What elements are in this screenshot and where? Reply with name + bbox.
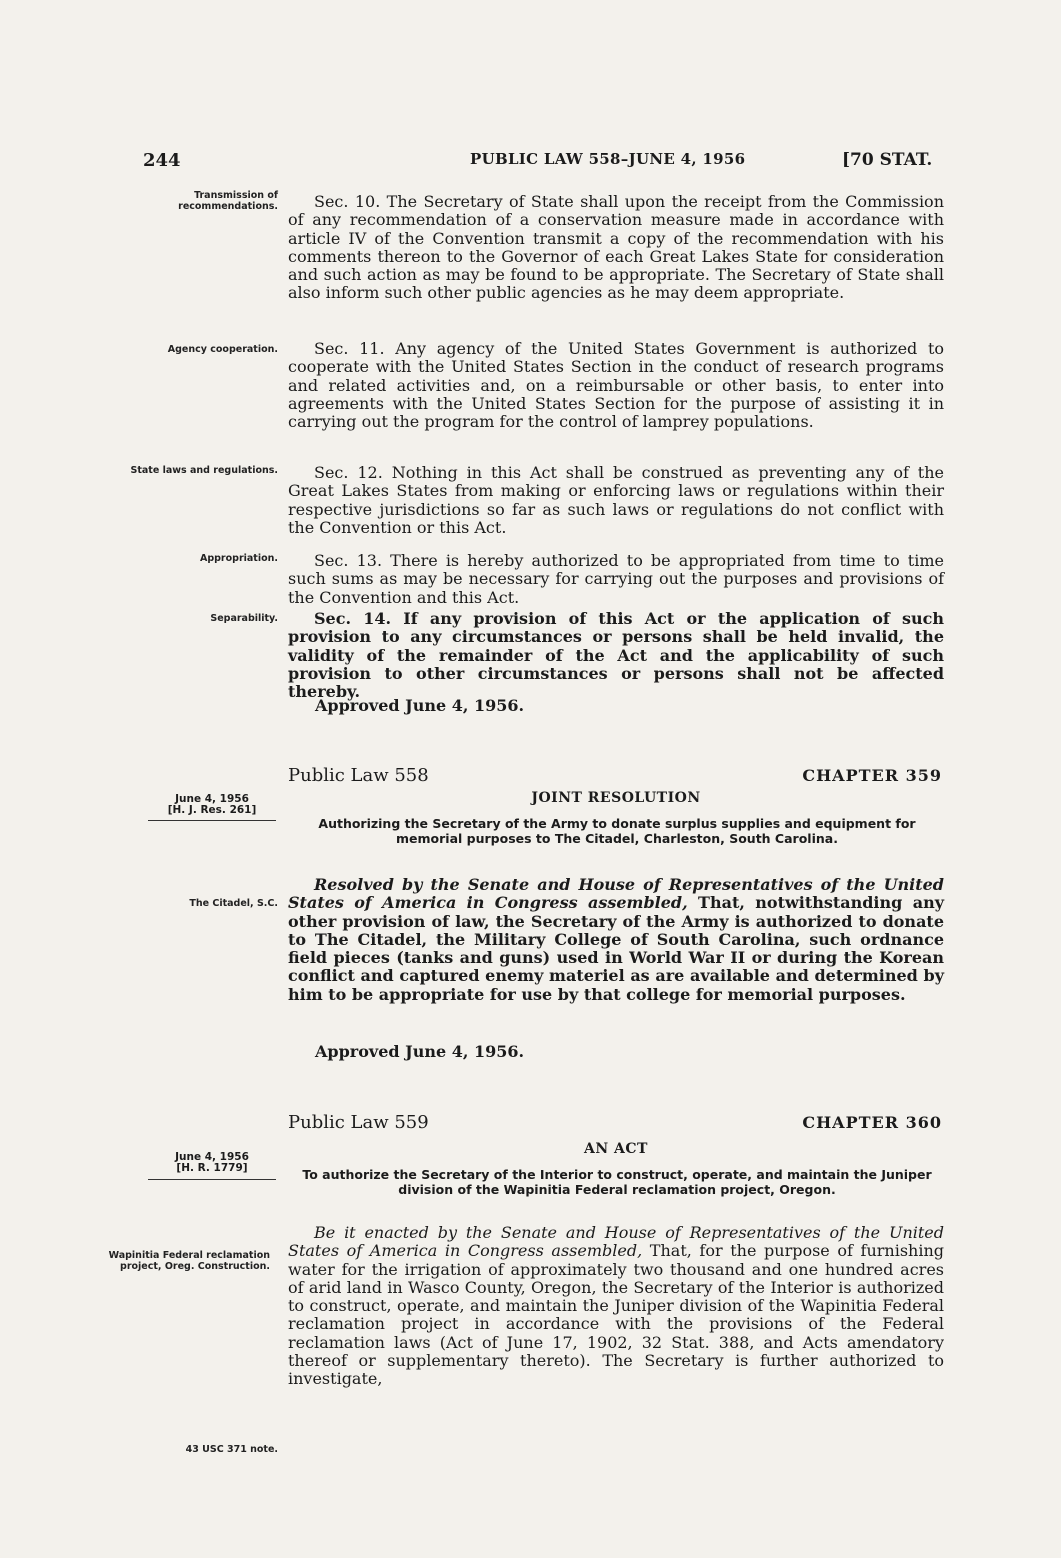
law-559-text bbox=[288, 1224, 944, 1389]
margin-note-wapinitia: Wapinitia Federal reclamation project, Oreg. Construction. bbox=[108, 1250, 270, 1272]
approved-date-1: Approved June 4, 1956. bbox=[315, 696, 525, 715]
law-558-text bbox=[288, 876, 944, 1004]
section-14 bbox=[288, 610, 944, 701]
section-12-text: Sec. 12. Nothing in this Act shall be construed as preventing any of the Great Lakes States from making or enforcing laws or regulations within their respective jurisdictions so far as such laws or regulations do not conflict with the Convention or this Act. bbox=[288, 463, 944, 537]
section-12 bbox=[288, 464, 944, 537]
section-10 bbox=[288, 193, 944, 303]
stat-reference: [70 STAT. bbox=[842, 150, 933, 170]
running-title: PUBLIC LAW 558–JUNE 4, 1956 bbox=[470, 150, 746, 168]
page-number: 244 bbox=[143, 150, 181, 171]
law-558-chapter: CHAPTER 359 bbox=[802, 766, 942, 785]
law-558-rule bbox=[148, 820, 276, 821]
law-558-number: Public Law 558 bbox=[288, 765, 429, 786]
law-559-rule bbox=[148, 1179, 276, 1180]
law-559-number: Public Law 559 bbox=[288, 1112, 429, 1133]
margin-note-usc: 43 USC 371 note. bbox=[185, 1444, 278, 1455]
section-13 bbox=[288, 552, 944, 607]
law-558-approved: Approved June 4, 1956. bbox=[315, 1042, 525, 1061]
margin-note-agency: Agency cooperation. bbox=[167, 344, 278, 355]
law-559-type: AN ACT bbox=[584, 1141, 648, 1157]
margin-note-state-laws: State laws and regulations. bbox=[130, 465, 278, 476]
margin-note-separability: Separability. bbox=[210, 613, 278, 624]
law-559-summary: To authorize the Secretary of the Interior to construct, operate, and maintain the Juniper division of the Wapinitia Federal reclamation project, Oregon. bbox=[302, 1167, 932, 1197]
section-13-text: Sec. 13. There is hereby authorized to be appropriated from time to time such sums as may be necessary for carrying out the purposes and provisions of the Convention and this Act. bbox=[288, 551, 944, 607]
law-558-summary: Authorizing the Secretary of the Army to donate surplus supplies and equipment for memorial purposes to The Citadel, Charleston, South Carolina. bbox=[318, 816, 916, 846]
law-559-enacting-clause: Be it enacted by the Senate and House of Representatives of the United States of America in Congress assembled, bbox=[288, 1223, 944, 1261]
law-558-enacting-clause: Resolved by the Senate and House of Representatives of the United States of America in Congress assembled, bbox=[288, 875, 944, 913]
margin-note-citadel: The Citadel, S.C. bbox=[189, 898, 278, 909]
law-559-bill-date: June 4, 1956 bbox=[175, 1151, 249, 1163]
law-559-body: That, for the purpose of furnishing water for the irrigation of approximately two thousand and one hundred acres of arid land in Wasco County, Oregon, the Secretary of the Interior is authorized to construct, operate, and maintain the Juniper division of the Wapinitia Federal reclamation project in accordance with the provisions of the Federal reclamation laws (Act of June 17, 1902, 32 Stat. 388, and Acts amendatory thereof or supplementary thereto). The Secretary is further authorized to investigate, bbox=[288, 1241, 945, 1389]
law-558-bill-ref: [H. J. Res. 261] bbox=[167, 804, 257, 816]
margin-note-appropriation: Appropriation. bbox=[199, 553, 278, 564]
section-11-text: Sec. 11. Any agency of the United States Government is authorized to cooperate with the United States Section in the conduct of research programs and related activities and, on a reimbursable or other basis, to enter into agreements with the United States Section for the purpose of assisting it in carrying out the program for the control of lamprey populations. bbox=[288, 339, 944, 432]
law-558-paragraph bbox=[288, 876, 944, 1004]
section-11 bbox=[288, 340, 944, 431]
law-559-bill-ref: [H. R. 1779] bbox=[176, 1162, 248, 1174]
law-558-body: That, notwithstanding any other provision of law, the Secretary of the Army is authorized to donate to The Citadel, the Military College of South Carolina, such ordnance field pieces (tanks and guns) used in World War II or during the Korean conflict and captured enemy materiel as are available and determined by him to be appropriate for use by that college for memorial purposes. bbox=[288, 893, 944, 1004]
section-14-text: Sec. 14. If any provision of this Act or the application of such provision to any circumstances or persons shall be held invalid, the validity of the remainder of the Act and the applicability of such provision to other circumstances or persons shall not be affected thereby. bbox=[288, 609, 944, 702]
law-559-chapter: CHAPTER 360 bbox=[802, 1113, 942, 1132]
law-558-bill-date: June 4, 1956 bbox=[175, 793, 249, 805]
law-558-type: JOINT RESOLUTION bbox=[531, 790, 701, 806]
law-559-paragraph bbox=[288, 1224, 944, 1389]
margin-note-transmission: Transmission of recommendations. bbox=[178, 190, 278, 212]
section-10-text: Sec. 10. The Secretary of State shall upon the receipt from the Commission of any recommendation of a conservation measure made in accordance with article IV of the Convention transmit a copy of the recommendation with his comments thereon to the Governor of each Great Lakes State for consideration and such action as may be found to be appropriate. The Secretary of State shall also inform such other public agencies as he may deem appropriate. bbox=[288, 192, 944, 303]
